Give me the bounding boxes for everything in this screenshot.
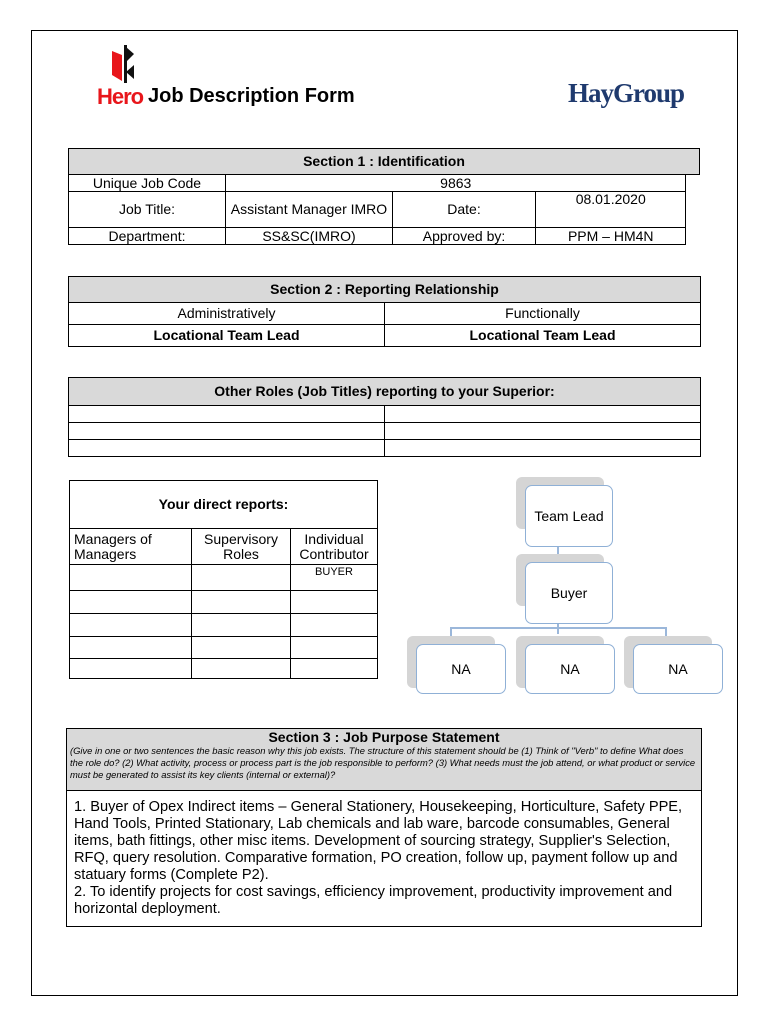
approved-by: PPM – HM4N bbox=[536, 228, 686, 245]
functionally-value: Locational Team Lead bbox=[385, 325, 701, 347]
column-header: Managers of Managers bbox=[70, 529, 192, 565]
haygroup-logo: HayGroup bbox=[568, 78, 685, 108]
other-roles-table bbox=[68, 377, 701, 457]
other-roles-title: Other Roles (Job Titles) reporting to your Superior: bbox=[69, 378, 701, 406]
org-node-child: NA bbox=[633, 644, 721, 706]
section1-table bbox=[68, 148, 700, 245]
department: SS&SC(IMRO) bbox=[226, 228, 393, 245]
unique-job-code: 9863 bbox=[226, 175, 686, 192]
hero-logo-text: Hero bbox=[97, 84, 144, 109]
section1-title: Section 1 : Identification bbox=[69, 149, 700, 175]
section3-body-2: 2. To identify projects for cost savings, efficiency improvement, productivity improvement and horizontal deployment. bbox=[74, 884, 673, 917]
job-title: Assistant Manager IMRO bbox=[226, 192, 393, 228]
org-node-top: Team Lead bbox=[525, 485, 613, 547]
label: Date: bbox=[393, 192, 536, 228]
section2-table bbox=[68, 276, 701, 347]
column-header: Individual Contributor bbox=[291, 529, 378, 565]
column-header: Supervisory Roles bbox=[192, 529, 291, 565]
section3-title: Section 3 : Job Purpose Statement bbox=[268, 729, 500, 745]
org-node-middle: Buyer bbox=[525, 562, 613, 624]
direct-reports-table bbox=[69, 480, 378, 679]
page-title: Job Description Form bbox=[148, 85, 355, 107]
label: Job Title: bbox=[69, 192, 226, 228]
hero-logo-icon bbox=[112, 45, 142, 88]
org-node-child: NA bbox=[525, 644, 613, 706]
section3-body-1: 1. Buyer of Opex Indirect items – General Stationery, Housekeeping, Horticulture, Safety PPE, Hand Tools, Printed Stationary, Lab chemicals and lab ware, barcode consumables, General items, bath fittings, other misc items. Development of sourcing strategy, Supplier's Selection, RFQ, query resolution. Comparative formation, PO creation, follow up, payment follow up and statuary forms (Complete P2). bbox=[74, 799, 683, 883]
section3-box bbox=[66, 728, 702, 927]
label: Approved by: bbox=[393, 228, 536, 245]
org-node-child: NA bbox=[416, 644, 504, 706]
table-cell: BUYER bbox=[291, 565, 378, 591]
direct-reports-title: Your direct reports: bbox=[70, 481, 378, 529]
date: 08.01.2020 bbox=[536, 192, 686, 228]
label: Unique Job Code bbox=[69, 175, 226, 192]
section2-title: Section 2 : Reporting Relationship bbox=[69, 277, 701, 303]
label: Department: bbox=[69, 228, 226, 245]
label: Functionally bbox=[385, 303, 701, 325]
section3-instructions: (Give in one or two sentences the basic reason why this job exists. The structure of this statement should be (1) Think of "Verb" to define What does the role do? (2) What activity, process or process part is the job responsible to perform? (3) What needs must the job attend, or what product or service must be generated to assist its key clients (internal or external)? bbox=[70, 745, 696, 780]
administratively-value: Locational Team Lead bbox=[69, 325, 385, 347]
label: Administratively bbox=[69, 303, 385, 325]
